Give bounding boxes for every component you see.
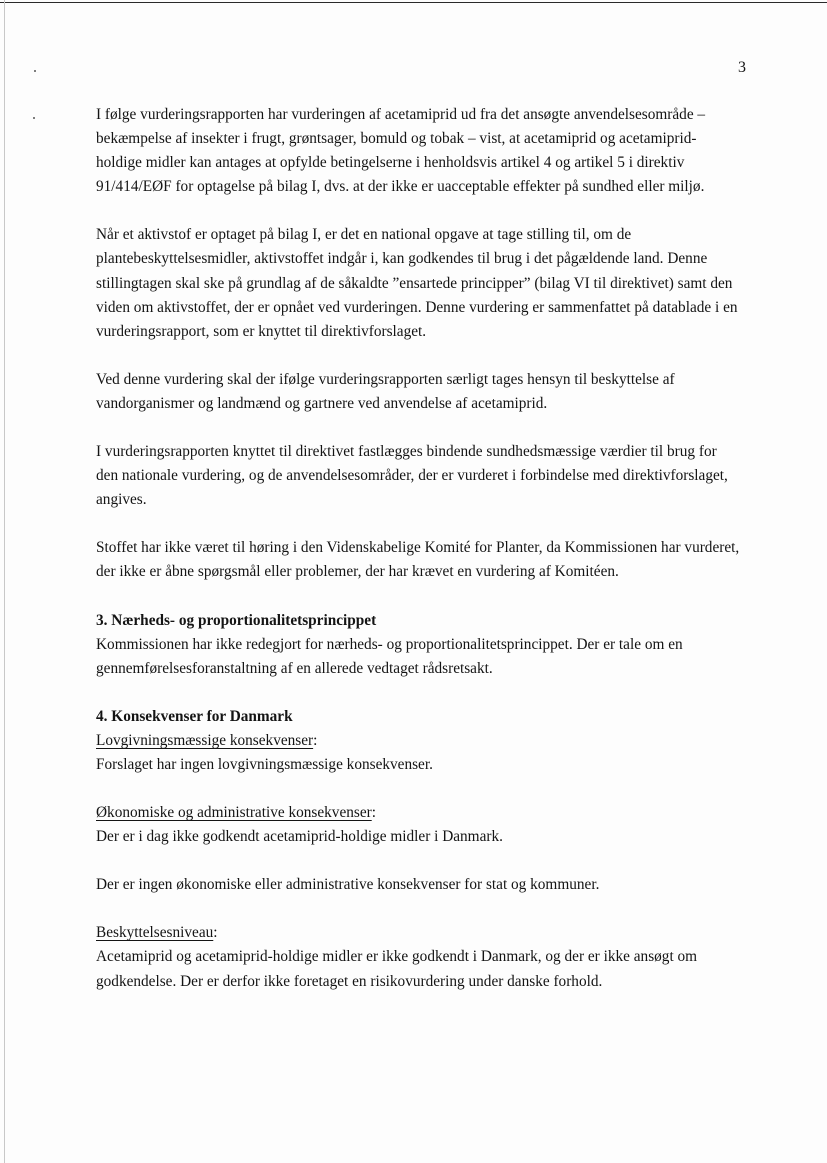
paragraph: Ved denne vurdering skal der ifølge vurderingsrapporten særligt tages hensyn til beskyttelse af vandorganismer og landmænd og gartnere ved anvendelse af acetamiprid. — [96, 370, 675, 412]
scan-border-left — [4, 0, 5, 1163]
spacer — [96, 777, 741, 801]
subsection-text: Der er i dag ikke godkendt acetamiprid-holdige midler i Danmark. — [96, 828, 503, 846]
spacer — [96, 849, 741, 873]
page-number: 3 — [738, 59, 746, 76]
subsection-colon: : — [371, 804, 376, 822]
paragraph: I følge vurderingsrapporten har vurderingen af acetamiprid ud fra det ansøgte anvendelsesområde – bekæmpelse af insekter i frugt, grøntsager, bomuld og tobak – vist, at acetamiprid og acetamiprid-holdige midler kan antages at opfylde betingelserne i henholdsvis artikel 4 og artikel 5 i direktiv 91/414/EØF for optagelse på bilag I, dvs. at der ikke er uacceptable effekter på sundhed eller miljø. — [96, 106, 706, 196]
subsection-heading-text: Økonomiske og administrative konsekvenser — [96, 804, 372, 822]
subsection-text: Der er ingen økonomiske eller administrative konsekvenser for stat og kommuner. — [96, 876, 600, 894]
subsection-colon: : — [213, 924, 218, 942]
subsection-heading — [96, 729, 741, 753]
section-heading: 4. Konsekvenser for Danmark — [96, 707, 293, 725]
scan-speck — [34, 70, 36, 72]
scan-speck — [33, 117, 35, 119]
subsection-text: Forslaget har ingen lovgivningsmæssige konsekvenser. — [96, 755, 433, 773]
subsection-colon: : — [313, 731, 318, 749]
subsection-heading — [96, 921, 741, 945]
paragraph: Stoffet har ikke været til høring i den Videnskabelige Komité for Planter, da Kommissionen har vurderet, der ikke er åbne spørgsmål eller problemer, der har krævet en vurdering af Komitéen. — [96, 539, 740, 581]
section-heading: 3. Nærheds- og proportionalitetsprincippet — [96, 611, 377, 629]
subsection-heading — [96, 801, 741, 825]
subsection-heading-text: Lovgivningsmæssige konsekvenser — [96, 731, 314, 749]
paragraph: I vurderingsrapporten knyttet til direktivet fastlægges bindende sundhedsmæssige værdier til brug for den nationale vurdering, og de anvendelsesområder, der er vurderet i forbindelse med direktivforslaget, angives. — [96, 443, 728, 509]
scan-border-top — [0, 2, 827, 3]
subsection-heading-text: Beskyttelsesniveau — [96, 924, 214, 942]
subsection-text: Acetamiprid og acetamiprid-holdige midler er ikke godkendt i Danmark, og der er ikke ansøgt om godkendelse. Der er derfor ikke foretaget en risikovurdering under danske forhold. — [96, 948, 698, 990]
paragraph: Når et aktivstof er optaget på bilag I, er det en national opgave at tage stilling til, om de plantebeskyttelsesmidler, aktivstoffet indgår i, kan godkendes til brug i det pågældende land. Denne stillingtagen skal ske på grundlag af de såkaldte ”ensartede principper” (bilag VI til direktivet) samt den viden om aktivstoffet, der er opnået ved vurderingen. Denne vurdering er sammenfattet på datablade i en vurderingsrapport, som er knyttet til direktivforslaget. — [96, 226, 738, 340]
spacer — [96, 897, 741, 921]
document-body — [96, 103, 741, 994]
section-text: Kommissionen har ikke redegjort for nærheds- og proportionalitetsprincippet. Der er tale om en gennemførelsesforanstaltning af en allerede vedtaget rådsretsakt. — [96, 635, 683, 677]
